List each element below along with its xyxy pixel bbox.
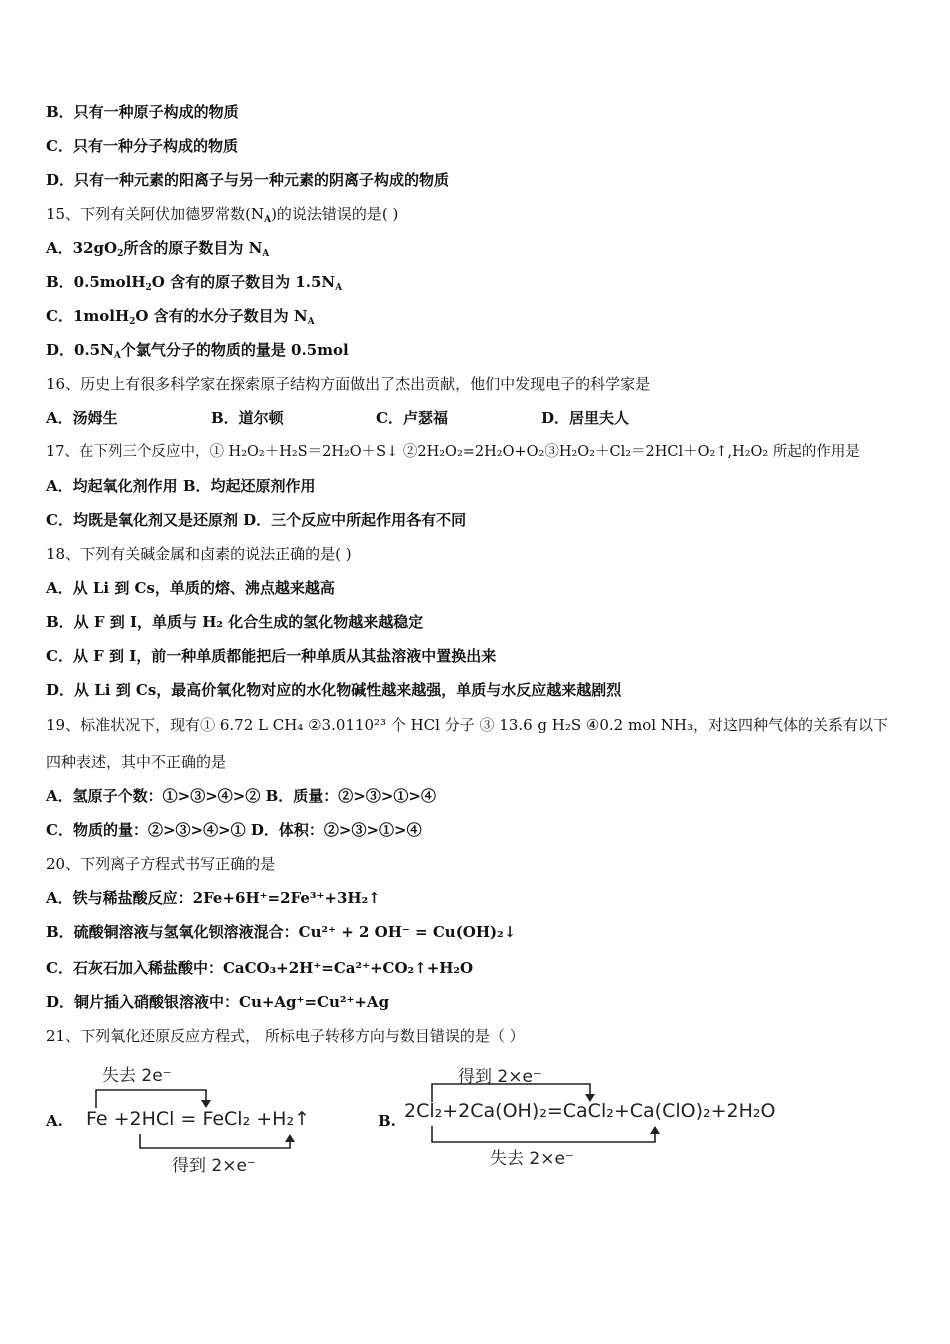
q17-stem: 17、在下列三个反应中，① H₂O₂＋H₂S＝2H₂O＋S↓ ②2H₂O₂=2H₂O+O₂③H₂O₂＋Cl₂＝2HCl＋O₂↑,H₂O₂ 所起的作用是 — [46, 444, 860, 460]
q21-a-equation: Fe +2HCl = FeCl₂ +H₂↑ — [86, 1108, 310, 1130]
q19-stem: 19、标准状况下，现有① 6.72 L CH₄ ②3.0110²³ 个 HCl 分子 ③ 13.6 g H₂S ④0.2 mol NH₃，对这四种气体的关系有以下 — [46, 716, 889, 734]
q21-a-top-label: 失去 2e⁻ — [102, 1066, 172, 1086]
q19-options-ab: A．氢原子个数：①>③>④>② B．质量：②>③>①>④ — [46, 787, 436, 805]
q20-option-d: D．铜片插入硝酸银溶液中：Cu+Ag⁺=Cu²⁺+Ag — [46, 993, 390, 1011]
q14-option-c: C．只有一种分子构成的物质 — [46, 137, 238, 155]
q21-b-equation: 2Cl₂+2Ca(OH)₂=CaCl₂+Ca(ClO)₂+2H₂O — [404, 1100, 776, 1122]
q15-option-a: A．$32gO_2$所含的原子数目为 $N_A$ — [46, 239, 270, 259]
q18-option-c: C．从 F 到 I，前一种单质都能把后一种单质从其盐溶液中置换出来 — [46, 647, 497, 665]
q15-option-d: D．$0.5N_A$个氯气分子的物质的量是 0.5mol — [46, 341, 349, 361]
q18-option-d: D．从 Li 到 Cs，最高价氧化物对应的水化物碱性越来越强，单质与水反应越来越剧烈 — [46, 681, 622, 699]
q21-a-bottom-arrow — [140, 1134, 290, 1148]
q15-stem: 15、下列有关阿伏加德罗常数$(N_A)$的说法错误的是( ) — [46, 205, 399, 225]
q20-option-c: C．石灰石加入稀盐酸中：CaCO₃+2H⁺=Ca²⁺+CO₂↑+H₂O — [46, 959, 474, 977]
q18-stem: 18、下列有关碱金属和卤素的说法正确的是( ) — [46, 545, 352, 563]
q15-option-b: B．0.5molH$_2$O 含有的原子数目为 $1.5N_A$ — [46, 273, 343, 293]
q14-option-b: B．只有一种原子构成的物质 — [46, 103, 239, 121]
q15-option-c: C．1molH$_2$O 含有的水分子数目为 $N_A$ — [46, 307, 315, 327]
q19-stem-continued: 四种表述，其中不正确的是 — [46, 753, 227, 771]
q21-b-bottom-label: 失去 2×e⁻ — [490, 1149, 574, 1169]
q17-options-ab: A．均起氧化剂作用 B．均起还原剂作用 — [46, 477, 316, 495]
q14-option-d: D．只有一种元素的阳离子与另一种元素的阴离子构成的物质 — [46, 171, 450, 189]
q21-option-a-label: A. — [46, 1112, 63, 1130]
q21-a-bottom-arrowhead — [285, 1134, 295, 1142]
q16-stem: 16、历史上有很多科学家在探索原子结构方面做出了杰出贡献，他们中发现电子的科学家是 — [46, 375, 651, 393]
q21-option-b-label: B. — [378, 1112, 396, 1130]
q16-option-b: B．道尔顿 — [211, 409, 284, 427]
q21-a-top-arrow — [96, 1090, 206, 1108]
q17-options-cd: C．均既是氧化剂又是还原剂 D．三个反应中所起作用各有不同 — [46, 511, 467, 529]
q21-a-bottom-label: 得到 2×e⁻ — [172, 1156, 256, 1176]
q18-option-a: A．从 Li 到 Cs，单质的熔、沸点越来越高 — [46, 579, 335, 597]
q16-option-d: D．居里夫人 — [541, 409, 630, 427]
q16-option-c: C．卢瑟福 — [376, 409, 448, 427]
q20-option-a: A．铁与稀盐酸反应：2Fe+6H⁺=2Fe³⁺+3H₂↑ — [46, 889, 381, 907]
q20-option-b: B．硫酸铜溶液与氢氧化钡溶液混合：Cu²⁺ + 2 OH⁻ = Cu(OH)₂↓ — [46, 923, 517, 941]
q20-stem: 20、下列离子方程式书写正确的是 — [46, 855, 276, 873]
q21-b-bottom-arrowhead — [650, 1126, 660, 1134]
q21-b-top-label: 得到 2×e⁻ — [458, 1067, 542, 1087]
q18-option-b: B．从 F 到 I，单质与 H₂ 化合生成的氢化物越来越稳定 — [46, 613, 424, 631]
q16-option-a: A．汤姆生 — [46, 409, 118, 427]
q21-a-top-arrowhead — [201, 1100, 211, 1108]
q19-options-cd: C．物质的量：②>③>④>① D．体积：②>③>①>④ — [46, 821, 422, 839]
q21-b-bottom-arrow — [432, 1126, 655, 1142]
q21-stem: 21、下列氧化还原反应方程式， 所标电子转移方向与数目错误的是（ ） — [46, 1027, 525, 1045]
